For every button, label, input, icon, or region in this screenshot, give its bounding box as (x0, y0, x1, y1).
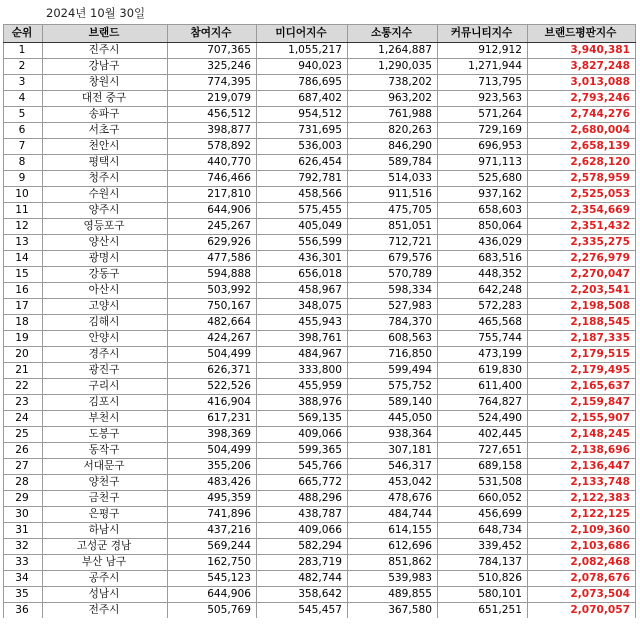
cell-rank: 6 (4, 123, 43, 139)
cell-media: 940,023 (257, 59, 348, 75)
cell-communication: 938,364 (348, 427, 438, 443)
cell-participation: 707,365 (168, 43, 257, 59)
table-row (4, 475, 636, 491)
cell-community: 937,162 (438, 187, 528, 203)
cell-reputation-index: 2,133,748 (528, 475, 636, 491)
cell-reputation-index: 2,078,676 (528, 571, 636, 587)
cell-media: 599,365 (257, 443, 348, 459)
cell-brand: 부산 남구 (43, 555, 168, 571)
header-media: 미디어지수 (257, 25, 348, 43)
cell-reputation-index: 2,073,504 (528, 587, 636, 603)
cell-participation: 626,371 (168, 363, 257, 379)
cell-rank: 33 (4, 555, 43, 571)
cell-participation: 437,216 (168, 523, 257, 539)
cell-media: 1,055,217 (257, 43, 348, 59)
cell-reputation-index: 2,103,686 (528, 539, 636, 555)
cell-media: 388,976 (257, 395, 348, 411)
cell-reputation-index: 2,335,275 (528, 235, 636, 251)
cell-rank: 13 (4, 235, 43, 251)
brand-reputation-table (3, 24, 636, 618)
table-row (4, 251, 636, 267)
cell-communication: 367,580 (348, 603, 438, 619)
cell-brand: 공주시 (43, 571, 168, 587)
table-row (4, 555, 636, 571)
cell-media: 731,695 (257, 123, 348, 139)
cell-participation: 482,664 (168, 315, 257, 331)
cell-participation: 741,896 (168, 507, 257, 523)
cell-brand: 금천구 (43, 491, 168, 507)
table-row (4, 459, 636, 475)
header-row (4, 25, 636, 43)
cell-community: 651,251 (438, 603, 528, 619)
cell-community: 510,826 (438, 571, 528, 587)
cell-community: 580,101 (438, 587, 528, 603)
cell-community: 850,064 (438, 219, 528, 235)
cell-media: 438,787 (257, 507, 348, 523)
cell-brand: 강남구 (43, 59, 168, 75)
cell-community: 764,827 (438, 395, 528, 411)
cell-participation: 617,231 (168, 411, 257, 427)
cell-reputation-index: 2,155,907 (528, 411, 636, 427)
table-row (4, 75, 636, 91)
cell-community: 619,830 (438, 363, 528, 379)
cell-participation: 440,770 (168, 155, 257, 171)
cell-media: 484,967 (257, 347, 348, 363)
cell-media: 333,800 (257, 363, 348, 379)
cell-community: 912,912 (438, 43, 528, 59)
cell-communication: 599,494 (348, 363, 438, 379)
cell-brand: 청주시 (43, 171, 168, 187)
cell-participation: 644,906 (168, 587, 257, 603)
cell-media: 455,943 (257, 315, 348, 331)
cell-communication: 539,983 (348, 571, 438, 587)
cell-participation: 503,992 (168, 283, 257, 299)
cell-reputation-index: 2,578,959 (528, 171, 636, 187)
cell-participation: 505,769 (168, 603, 257, 619)
table-row (4, 299, 636, 315)
cell-participation: 217,810 (168, 187, 257, 203)
cell-brand: 평택시 (43, 155, 168, 171)
cell-media: 458,967 (257, 283, 348, 299)
cell-rank: 15 (4, 267, 43, 283)
cell-brand: 부천시 (43, 411, 168, 427)
cell-rank: 16 (4, 283, 43, 299)
cell-brand: 서대문구 (43, 459, 168, 475)
cell-community: 448,352 (438, 267, 528, 283)
table-row (4, 219, 636, 235)
cell-communication: 679,576 (348, 251, 438, 267)
cell-rank: 12 (4, 219, 43, 235)
cell-rank: 8 (4, 155, 43, 171)
cell-communication: 738,202 (348, 75, 438, 91)
cell-reputation-index: 2,070,057 (528, 603, 636, 619)
cell-communication: 475,705 (348, 203, 438, 219)
cell-participation: 325,246 (168, 59, 257, 75)
cell-rank: 30 (4, 507, 43, 523)
header-rank: 순위 (4, 25, 43, 43)
cell-rank: 5 (4, 107, 43, 123)
cell-media: 536,003 (257, 139, 348, 155)
cell-community: 1,271,944 (438, 59, 528, 75)
cell-community: 729,169 (438, 123, 528, 139)
cell-brand: 전주시 (43, 603, 168, 619)
table-row (4, 267, 636, 283)
table-row (4, 283, 636, 299)
cell-rank: 27 (4, 459, 43, 475)
cell-reputation-index: 2,136,447 (528, 459, 636, 475)
cell-brand: 서초구 (43, 123, 168, 139)
cell-participation: 569,244 (168, 539, 257, 555)
cell-rank: 23 (4, 395, 43, 411)
cell-rank: 22 (4, 379, 43, 395)
cell-communication: 612,696 (348, 539, 438, 555)
cell-media: 488,296 (257, 491, 348, 507)
header-reputation-index: 브랜드평판지수 (528, 25, 636, 43)
cell-communication: 546,317 (348, 459, 438, 475)
cell-community: 465,568 (438, 315, 528, 331)
cell-community: 658,603 (438, 203, 528, 219)
cell-reputation-index: 2,351,432 (528, 219, 636, 235)
table-row (4, 107, 636, 123)
cell-rank: 4 (4, 91, 43, 107)
cell-participation: 162,750 (168, 555, 257, 571)
cell-participation: 504,499 (168, 347, 257, 363)
cell-rank: 2 (4, 59, 43, 75)
cell-media: 458,566 (257, 187, 348, 203)
cell-media: 348,075 (257, 299, 348, 315)
cell-media: 687,402 (257, 91, 348, 107)
table-row (4, 379, 636, 395)
cell-rank: 17 (4, 299, 43, 315)
cell-communication: 846,290 (348, 139, 438, 155)
cell-participation: 504,499 (168, 443, 257, 459)
cell-community: 402,445 (438, 427, 528, 443)
cell-participation: 424,267 (168, 331, 257, 347)
cell-brand: 동작구 (43, 443, 168, 459)
cell-rank: 19 (4, 331, 43, 347)
cell-community: 683,516 (438, 251, 528, 267)
cell-brand: 송파구 (43, 107, 168, 123)
cell-rank: 24 (4, 411, 43, 427)
cell-media: 665,772 (257, 475, 348, 491)
cell-rank: 36 (4, 603, 43, 619)
cell-media: 358,642 (257, 587, 348, 603)
cell-rank: 32 (4, 539, 43, 555)
cell-communication: 851,051 (348, 219, 438, 235)
cell-communication: 1,264,887 (348, 43, 438, 59)
cell-reputation-index: 2,744,276 (528, 107, 636, 123)
cell-brand: 양산시 (43, 235, 168, 251)
cell-media: 582,294 (257, 539, 348, 555)
cell-media: 405,049 (257, 219, 348, 235)
cell-community: 923,563 (438, 91, 528, 107)
cell-reputation-index: 2,658,139 (528, 139, 636, 155)
cell-rank: 21 (4, 363, 43, 379)
cell-reputation-index: 2,159,847 (528, 395, 636, 411)
cell-community: 611,400 (438, 379, 528, 395)
cell-participation: 355,206 (168, 459, 257, 475)
cell-reputation-index: 2,680,004 (528, 123, 636, 139)
cell-communication: 851,862 (348, 555, 438, 571)
table-row (4, 91, 636, 107)
cell-community: 971,113 (438, 155, 528, 171)
cell-reputation-index: 2,148,245 (528, 427, 636, 443)
cell-participation: 495,359 (168, 491, 257, 507)
cell-reputation-index: 2,179,515 (528, 347, 636, 363)
cell-media: 786,695 (257, 75, 348, 91)
table-row (4, 395, 636, 411)
cell-communication: 589,140 (348, 395, 438, 411)
cell-media: 569,135 (257, 411, 348, 427)
cell-participation: 416,904 (168, 395, 257, 411)
cell-communication: 911,516 (348, 187, 438, 203)
cell-communication: 527,983 (348, 299, 438, 315)
cell-community: 524,490 (438, 411, 528, 427)
table-row (4, 507, 636, 523)
cell-brand: 은평구 (43, 507, 168, 523)
cell-community: 339,452 (438, 539, 528, 555)
cell-communication: 598,334 (348, 283, 438, 299)
cell-communication: 589,784 (348, 155, 438, 171)
cell-brand: 성남시 (43, 587, 168, 603)
cell-reputation-index: 2,270,047 (528, 267, 636, 283)
cell-media: 545,766 (257, 459, 348, 475)
cell-community: 660,052 (438, 491, 528, 507)
cell-media: 482,744 (257, 571, 348, 587)
header-communication: 소통지수 (348, 25, 438, 43)
cell-participation: 456,512 (168, 107, 257, 123)
cell-brand: 하남시 (43, 523, 168, 539)
cell-participation: 746,466 (168, 171, 257, 187)
cell-brand: 도봉구 (43, 427, 168, 443)
table-row (4, 587, 636, 603)
cell-brand: 창원시 (43, 75, 168, 91)
cell-reputation-index: 2,188,545 (528, 315, 636, 331)
cell-reputation-index: 2,354,669 (528, 203, 636, 219)
cell-communication: 608,563 (348, 331, 438, 347)
table-row (4, 331, 636, 347)
cell-communication: 963,202 (348, 91, 438, 107)
cell-media: 436,301 (257, 251, 348, 267)
cell-reputation-index: 2,276,979 (528, 251, 636, 267)
cell-communication: 716,850 (348, 347, 438, 363)
cell-reputation-index: 2,082,468 (528, 555, 636, 571)
cell-communication: 570,789 (348, 267, 438, 283)
cell-brand: 안양시 (43, 331, 168, 347)
cell-media: 656,018 (257, 267, 348, 283)
cell-rank: 7 (4, 139, 43, 155)
cell-brand: 고양시 (43, 299, 168, 315)
table-row (4, 315, 636, 331)
cell-community: 689,158 (438, 459, 528, 475)
cell-rank: 20 (4, 347, 43, 363)
table-row (4, 123, 636, 139)
table-row (4, 155, 636, 171)
cell-communication: 445,050 (348, 411, 438, 427)
cell-rank: 34 (4, 571, 43, 587)
cell-community: 642,248 (438, 283, 528, 299)
cell-media: 409,066 (257, 523, 348, 539)
cell-brand: 천안시 (43, 139, 168, 155)
cell-media: 556,599 (257, 235, 348, 251)
cell-reputation-index: 2,122,125 (528, 507, 636, 523)
cell-rank: 26 (4, 443, 43, 459)
cell-communication: 712,721 (348, 235, 438, 251)
cell-brand: 대전 중구 (43, 91, 168, 107)
table-row (4, 43, 636, 59)
cell-community: 531,508 (438, 475, 528, 491)
table-row (4, 235, 636, 251)
cell-reputation-index: 2,198,508 (528, 299, 636, 315)
cell-communication: 1,290,035 (348, 59, 438, 75)
header-brand: 브랜드 (43, 25, 168, 43)
cell-media: 545,457 (257, 603, 348, 619)
cell-brand: 수원시 (43, 187, 168, 203)
cell-participation: 477,586 (168, 251, 257, 267)
cell-reputation-index: 2,793,246 (528, 91, 636, 107)
cell-rank: 29 (4, 491, 43, 507)
cell-rank: 3 (4, 75, 43, 91)
cell-media: 626,454 (257, 155, 348, 171)
cell-brand: 광진구 (43, 363, 168, 379)
table-row (4, 187, 636, 203)
table-row (4, 491, 636, 507)
cell-community: 713,795 (438, 75, 528, 91)
report-date: 2024년 10월 30일 (46, 6, 146, 20)
cell-participation: 750,167 (168, 299, 257, 315)
cell-brand: 고성군 경남 (43, 539, 168, 555)
cell-participation: 398,877 (168, 123, 257, 139)
cell-rank: 10 (4, 187, 43, 203)
cell-reputation-index: 2,165,637 (528, 379, 636, 395)
cell-communication: 514,033 (348, 171, 438, 187)
cell-participation: 522,526 (168, 379, 257, 395)
cell-rank: 14 (4, 251, 43, 267)
cell-media: 283,719 (257, 555, 348, 571)
cell-community: 436,029 (438, 235, 528, 251)
cell-rank: 11 (4, 203, 43, 219)
cell-reputation-index: 3,827,248 (528, 59, 636, 75)
cell-communication: 820,263 (348, 123, 438, 139)
cell-reputation-index: 3,940,381 (528, 43, 636, 59)
cell-reputation-index: 2,179,495 (528, 363, 636, 379)
cell-community: 473,199 (438, 347, 528, 363)
cell-brand: 아산시 (43, 283, 168, 299)
cell-community: 456,699 (438, 507, 528, 523)
cell-rank: 9 (4, 171, 43, 187)
table-row (4, 203, 636, 219)
cell-brand: 양천구 (43, 475, 168, 491)
cell-participation: 245,267 (168, 219, 257, 235)
cell-communication: 614,155 (348, 523, 438, 539)
cell-brand: 강동구 (43, 267, 168, 283)
cell-communication: 453,042 (348, 475, 438, 491)
cell-communication: 478,676 (348, 491, 438, 507)
table-row (4, 539, 636, 555)
cell-community: 755,744 (438, 331, 528, 347)
cell-rank: 18 (4, 315, 43, 331)
header-participation: 참여지수 (168, 25, 257, 43)
header-community: 커뮤니티지수 (438, 25, 528, 43)
cell-rank: 1 (4, 43, 43, 59)
cell-media: 954,512 (257, 107, 348, 123)
cell-reputation-index: 2,122,383 (528, 491, 636, 507)
table-row (4, 363, 636, 379)
cell-communication: 784,370 (348, 315, 438, 331)
cell-brand: 구리시 (43, 379, 168, 395)
cell-reputation-index: 2,109,360 (528, 523, 636, 539)
cell-communication: 307,181 (348, 443, 438, 459)
cell-rank: 31 (4, 523, 43, 539)
cell-media: 575,455 (257, 203, 348, 219)
table-row (4, 171, 636, 187)
table-row (4, 347, 636, 363)
table-row (4, 603, 636, 619)
cell-community: 571,264 (438, 107, 528, 123)
cell-media: 409,066 (257, 427, 348, 443)
cell-reputation-index: 2,187,335 (528, 331, 636, 347)
cell-participation: 594,888 (168, 267, 257, 283)
cell-rank: 35 (4, 587, 43, 603)
cell-community: 648,734 (438, 523, 528, 539)
cell-media: 792,781 (257, 171, 348, 187)
cell-participation: 774,395 (168, 75, 257, 91)
cell-reputation-index: 3,013,088 (528, 75, 636, 91)
cell-community: 572,283 (438, 299, 528, 315)
cell-participation: 545,123 (168, 571, 257, 587)
table-row (4, 59, 636, 75)
cell-media: 398,761 (257, 331, 348, 347)
cell-rank: 25 (4, 427, 43, 443)
cell-communication: 484,744 (348, 507, 438, 523)
cell-rank: 28 (4, 475, 43, 491)
table-row (4, 523, 636, 539)
cell-participation: 578,892 (168, 139, 257, 155)
cell-participation: 483,426 (168, 475, 257, 491)
cell-brand: 광명시 (43, 251, 168, 267)
cell-participation: 219,079 (168, 91, 257, 107)
cell-brand: 경주시 (43, 347, 168, 363)
cell-participation: 398,369 (168, 427, 257, 443)
cell-community: 525,680 (438, 171, 528, 187)
table-row (4, 427, 636, 443)
cell-brand: 김포시 (43, 395, 168, 411)
cell-brand: 양주시 (43, 203, 168, 219)
cell-reputation-index: 2,525,053 (528, 187, 636, 203)
cell-reputation-index: 2,138,696 (528, 443, 636, 459)
cell-reputation-index: 2,628,120 (528, 155, 636, 171)
cell-participation: 629,926 (168, 235, 257, 251)
cell-reputation-index: 2,203,541 (528, 283, 636, 299)
cell-community: 696,953 (438, 139, 528, 155)
cell-media: 455,959 (257, 379, 348, 395)
cell-brand: 진주시 (43, 43, 168, 59)
table-row (4, 571, 636, 587)
table-row (4, 411, 636, 427)
cell-community: 784,137 (438, 555, 528, 571)
cell-community: 727,651 (438, 443, 528, 459)
cell-participation: 644,906 (168, 203, 257, 219)
cell-brand: 김해시 (43, 315, 168, 331)
cell-communication: 761,988 (348, 107, 438, 123)
table-row (4, 139, 636, 155)
cell-communication: 575,752 (348, 379, 438, 395)
table-row (4, 443, 636, 459)
cell-brand: 영등포구 (43, 219, 168, 235)
cell-communication: 489,855 (348, 587, 438, 603)
